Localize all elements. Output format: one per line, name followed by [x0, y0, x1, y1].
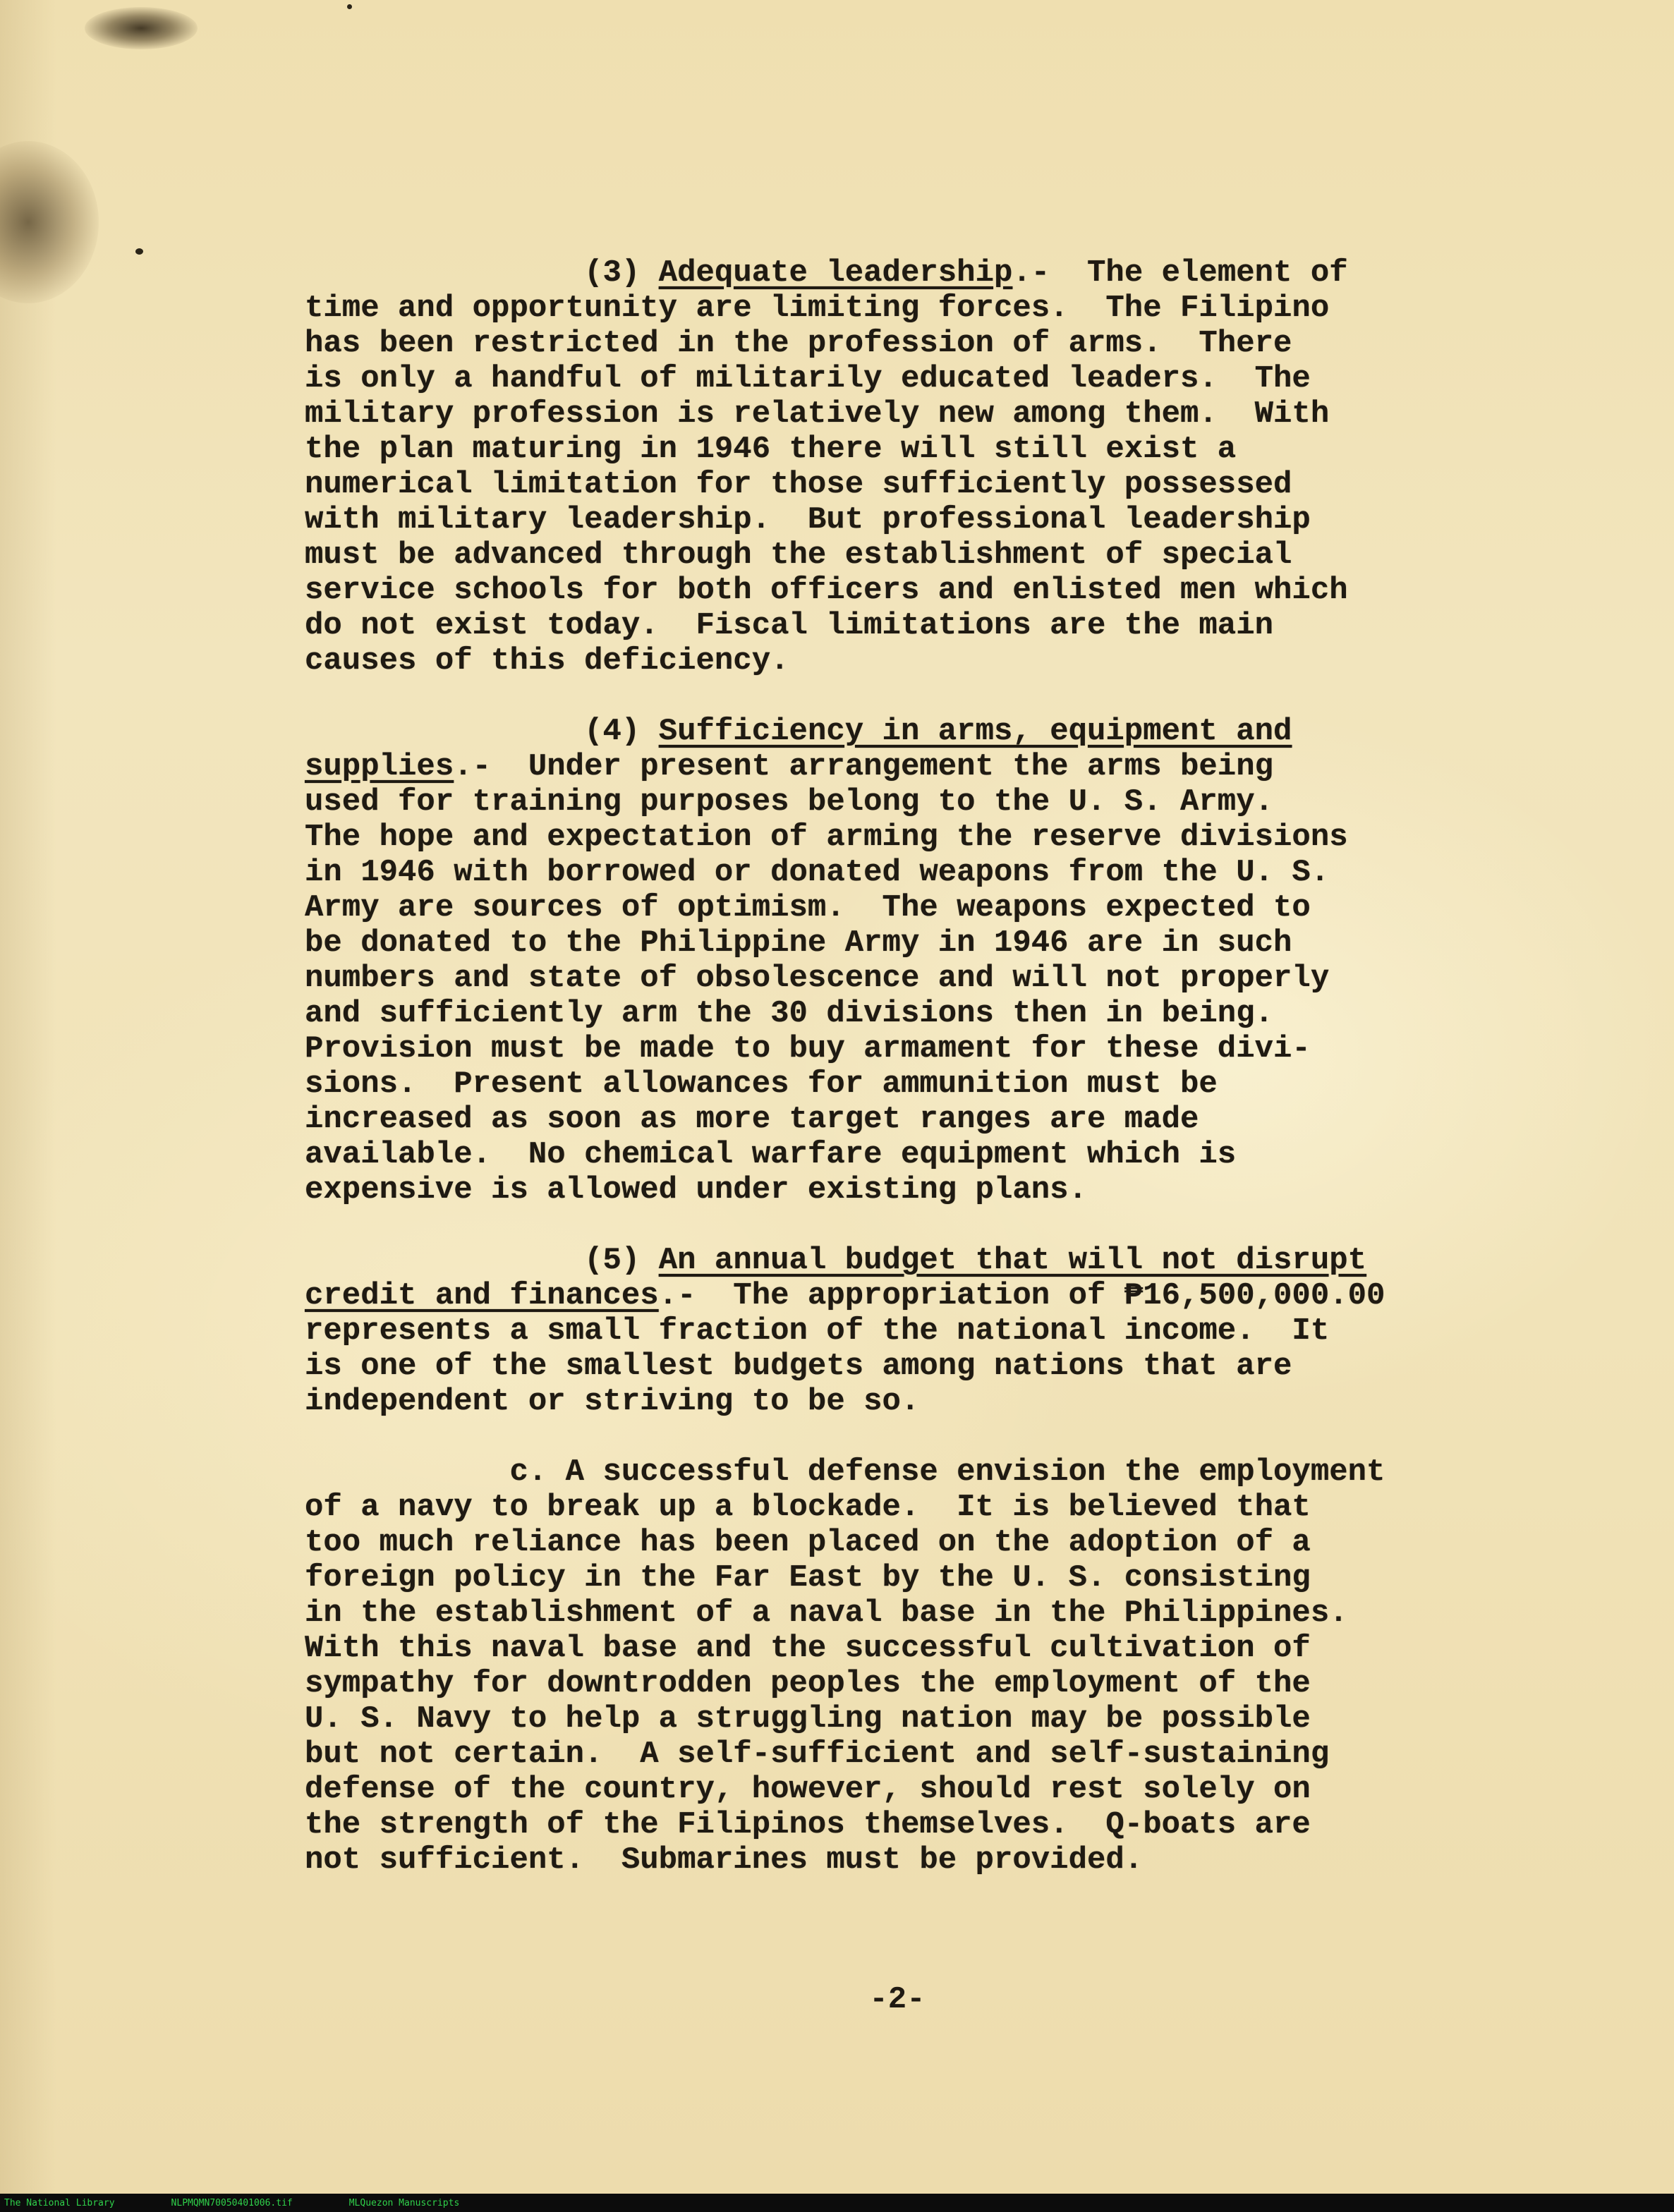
paragraph-gap	[305, 1208, 1575, 1243]
text-line: expensive is allowed under existing plans.	[305, 1172, 1087, 1208]
text-line: With this naval base and the successful cultivation of	[305, 1631, 1311, 1666]
paragraph-item-5	[305, 1243, 1575, 1419]
text-line: has been restricted in the profession of arms. There	[305, 326, 1292, 361]
text-line: Army are sources of optimism. The weapons expected to	[305, 890, 1311, 925]
text-line: numbers and state of obsolescence and will not properly	[305, 961, 1330, 996]
text-line	[305, 714, 1575, 749]
underlined-heading: credit and finances	[305, 1278, 659, 1313]
text-line: Provision must be made to buy armament for these divi-	[305, 1031, 1311, 1066]
text-line: The hope and expectation of arming the reserve divisions	[305, 820, 1348, 855]
indent	[305, 714, 584, 749]
text-line: increased as soon as more target ranges are made	[305, 1102, 1199, 1137]
text-line: military profession is relatively new among them. With	[305, 396, 1330, 432]
underlined-heading: An annual budget that will not disrupt	[658, 1243, 1367, 1278]
text-line: foreign policy in the Far East by the U. S. consisting	[305, 1560, 1311, 1596]
text-line: service schools for both officers and enlisted men which	[305, 573, 1348, 608]
text-line	[305, 1243, 1575, 1278]
line-text: .- Under present arrangement the arms being	[454, 749, 1274, 784]
text-line	[305, 749, 1575, 784]
underlined-heading: Sufficiency in arms, equipment and	[658, 714, 1292, 749]
underlined-heading: Adequate leadership	[658, 255, 1013, 291]
text-line: causes of this deficiency.	[305, 643, 789, 679]
text-line: defense of the country, however, should rest solely on	[305, 1772, 1311, 1807]
text-line	[305, 255, 1575, 291]
text-line: and sufficiently arm the 30 divisions then in being.	[305, 996, 1274, 1031]
footer-library-label: The National Library	[4, 2197, 115, 2208]
text-line: do not exist today. Fiscal limitations are the main	[305, 608, 1274, 643]
typed-text-body	[305, 255, 1575, 1878]
text-line: but not certain. A self-sufficient and self-sustaining	[305, 1737, 1330, 1772]
indent	[305, 1243, 584, 1278]
text-line: is only a handful of militarily educated leaders. The	[305, 361, 1311, 396]
line-text: .- The appropriation of ₱16,500,000.00	[658, 1278, 1385, 1313]
text-line: available. No chemical warfare equipment which is	[305, 1137, 1237, 1172]
text-line: is one of the smallest budgets among nations that are	[305, 1349, 1292, 1384]
paragraph-item-c	[305, 1454, 1575, 1878]
paragraph-gap	[305, 679, 1575, 714]
item-number: (5)	[584, 1243, 659, 1278]
edge-discoloration	[0, 0, 56, 2194]
text-line: sions. Present allowances for ammunition must be	[305, 1066, 1218, 1102]
ink-stain-left	[0, 141, 99, 303]
text-line: with military leadership. But professional leadership	[305, 502, 1311, 537]
text-line: represents a small fraction of the national income. It	[305, 1313, 1330, 1349]
paragraph-item-4	[305, 714, 1575, 1208]
footer-file-label: NLPMQMN70050401006.tif	[171, 2197, 293, 2208]
text-line: not sufficient. Submarines must be provided.	[305, 1842, 1144, 1878]
indent	[305, 255, 584, 291]
text-line: time and opportunity are limiting forces. The Filipino	[305, 291, 1330, 326]
scan-footer-bar	[0, 2194, 1674, 2212]
text-line: in 1946 with borrowed or donated weapons from the U. S.	[305, 855, 1330, 890]
text-line: sympathy for downtrodden peoples the employment of the	[305, 1666, 1311, 1701]
line-text: .- The element of	[1012, 255, 1348, 291]
page-number: -2-	[869, 1982, 926, 2017]
text-line: independent or striving to be so.	[305, 1384, 920, 1419]
text-line: used for training purposes belong to the U. S. Army.	[305, 784, 1274, 820]
text-line: be donated to the Philippine Army in 1946 are in such	[305, 925, 1292, 961]
footer-collection-label: MLQuezon Manuscripts	[348, 2197, 460, 2208]
underlined-heading: supplies	[305, 749, 454, 784]
text-line: must be advanced through the establishment of special	[305, 537, 1292, 573]
text-line: numerical limitation for those sufficiently possessed	[305, 467, 1292, 502]
text-line: the plan maturing in 1946 there will still exist a	[305, 432, 1237, 467]
speck-top	[347, 4, 352, 9]
text-line: in the establishment of a naval base in the Philippines.	[305, 1596, 1348, 1631]
ink-stain-top	[85, 7, 198, 49]
text-line: of a navy to break up a blockade. It is believed that	[305, 1490, 1311, 1525]
speck-left	[135, 248, 143, 255]
text-line: c. A successful defense envision the employment	[305, 1454, 1385, 1490]
text-line: U. S. Navy to help a struggling nation may be possible	[305, 1701, 1311, 1737]
item-number: (3)	[584, 255, 659, 291]
text-line: the strength of the Filipinos themselves. Q-boats are	[305, 1807, 1311, 1842]
item-number: (4)	[584, 714, 659, 749]
text-line: too much reliance has been placed on the adoption of a	[305, 1525, 1311, 1560]
paragraph-item-3	[305, 255, 1575, 679]
paragraph-gap	[305, 1419, 1575, 1454]
text-line	[305, 1278, 1575, 1313]
